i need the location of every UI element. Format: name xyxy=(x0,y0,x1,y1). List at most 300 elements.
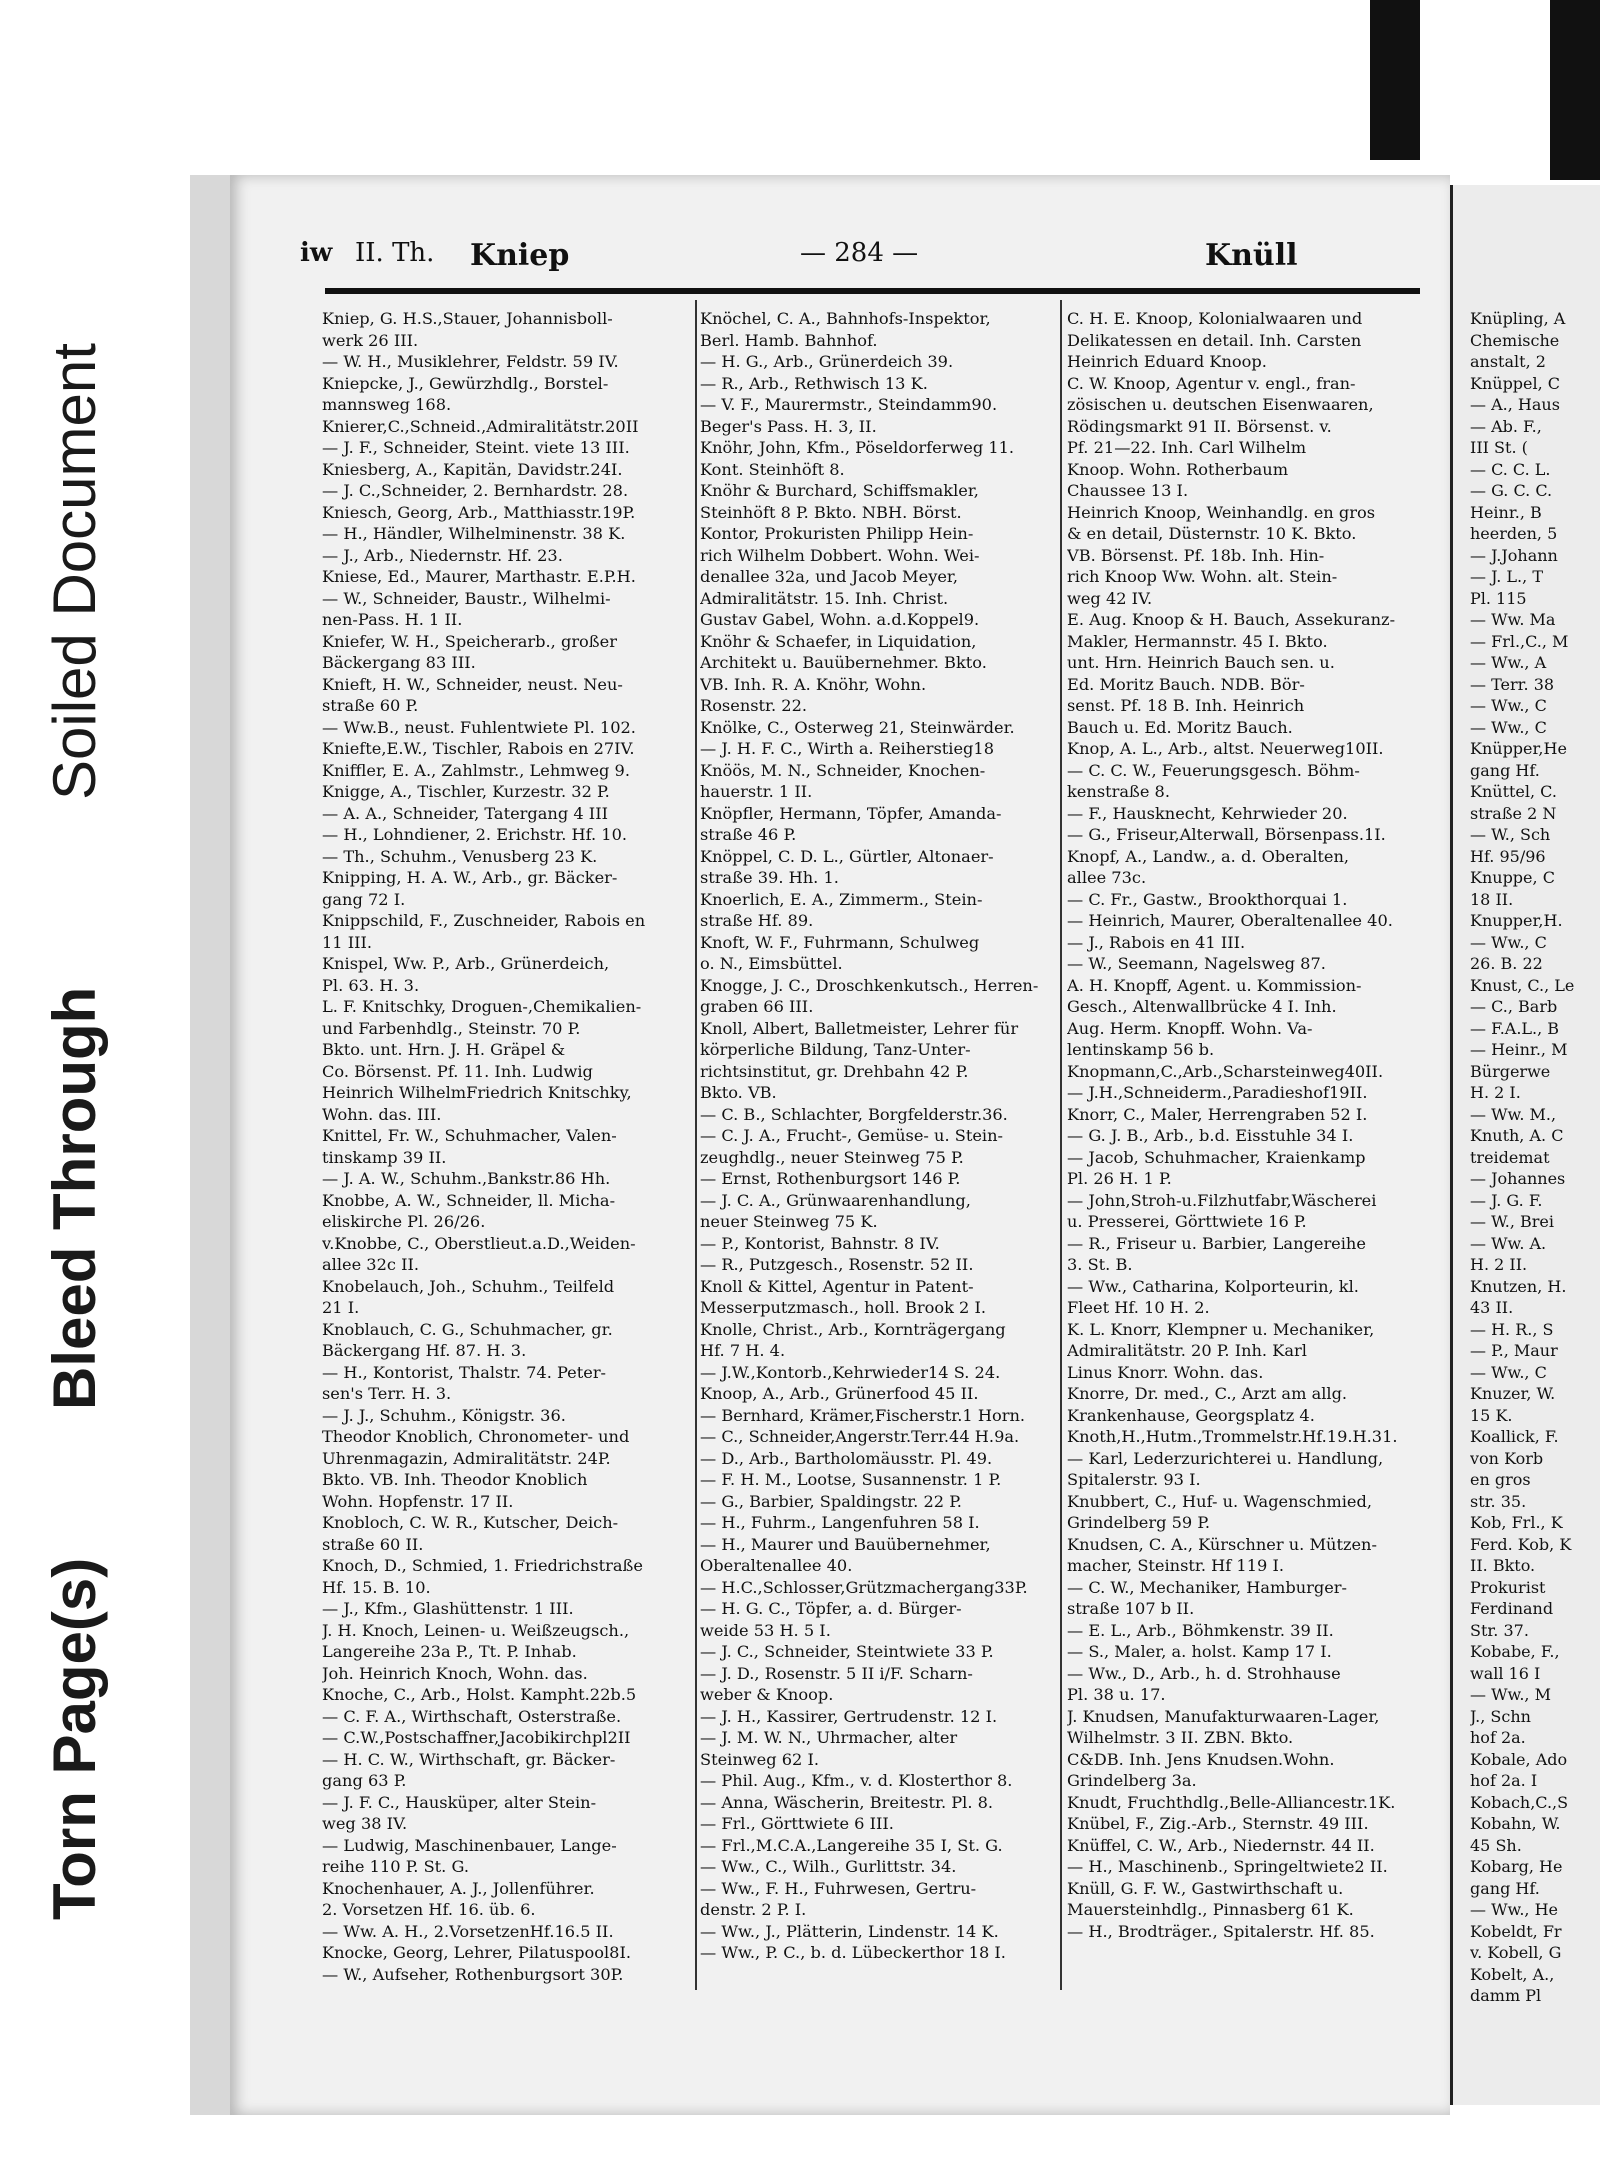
adjacent-entry-line: — Frl.,C., M xyxy=(1470,631,1569,651)
bleed-through-label: Bleed Through xyxy=(41,986,108,1410)
directory-entry-line: allee 73c. xyxy=(1067,868,1147,887)
directory-entry-line: Knopf, A., Landw., a. d. Oberalten, xyxy=(1067,846,1350,866)
directory-entry-line: straße 107 b II. xyxy=(1067,1599,1195,1618)
directory-entry-line: — H., Maschinenb., Springeltwiete2 II. xyxy=(1067,1857,1388,1876)
directory-entry-line: Knocke, Georg, Lehrer, Pilatuspool8I. xyxy=(322,1943,631,1962)
directory-entry-line: Heinrich Knoop, Weinhandlg. en gros xyxy=(1067,502,1376,522)
directory-entry-line: — Ww.B., neust. Fuhlentwiete Pl. 102. xyxy=(322,717,636,737)
directory-entry-line: Knieft, H. W., Schneider, neust. Neu- xyxy=(322,674,623,694)
adjacent-entry-line: — G. C. C. xyxy=(1470,481,1553,500)
directory-entry-line: denallee 32a, und Jacob Meyer, xyxy=(700,567,959,586)
directory-entry-line: Bkto. unt. Hrn. J. H. Gräpel & xyxy=(322,1040,566,1059)
directory-entry-line: Admiralitätstr. 15. Inh. Christ. xyxy=(700,588,949,608)
adjacent-entry-line: Prokurist xyxy=(1470,1577,1546,1597)
directory-entry-line: straße Hf. 89. xyxy=(700,911,814,930)
directory-entry-line: VB. Inh. R. A. Knöhr, Wohn. xyxy=(700,674,927,694)
adjacent-entry-line: Kobarg, He xyxy=(1470,1857,1563,1876)
directory-entry-line: Spitalerstr. 93 I. xyxy=(1067,1470,1201,1489)
adjacent-entry-line: — Ww., C xyxy=(1470,717,1547,737)
directory-entry-line: — J. D., Rosenstr. 5 II i/F. Scharn- xyxy=(700,1663,973,1683)
soiled-document-label: Soiled Document xyxy=(41,343,108,800)
adjacent-entry-line: en gros xyxy=(1470,1470,1531,1489)
adjacent-entry-line: — J. G. F. xyxy=(1470,1190,1543,1210)
adjacent-entry-line: Pl. 115 xyxy=(1470,588,1527,608)
directory-entry-line: — V. F., Maurermstr., Steindamm90. xyxy=(700,395,998,414)
directory-entry-line: — Frl.,M.C.A.,Langereihe 35 I, St. G. xyxy=(700,1835,1003,1855)
directory-entry-line: Makler, Hermannstr. 45 I. Bkto. xyxy=(1067,631,1328,651)
adjacent-entry-line: — Ww. Ma xyxy=(1470,610,1556,629)
directory-entry-line: — H., Lohndiener, 2. Erichstr. Hf. 10. xyxy=(322,825,628,844)
adjacent-entry-line: Knüppel, C xyxy=(1470,373,1561,393)
adjacent-entry-line: — C. C. L. xyxy=(1470,459,1551,479)
directory-entry-line: E. Aug. Knoop & H. Bauch, Assekuranz- xyxy=(1067,610,1396,629)
directory-entry-line: — J. F. C., Hausküper, alter Stein- xyxy=(322,1792,597,1812)
torn-pages-label: Torn Page(s) xyxy=(41,1557,108,1920)
directory-entry-line: — S., Maler, a. holst. Kamp 17 I. xyxy=(1067,1642,1332,1661)
directory-entry-line: Kniesberg, A., Kapitän, Davidstr.24I. xyxy=(322,459,623,479)
directory-entry-line: — J. F., Schneider, Steint. viete 13 III. xyxy=(322,438,630,457)
directory-entry-line: — C. C. W., Feuerungsgesch. Böhm- xyxy=(1067,760,1360,780)
directory-entry-line: Knöhr & Schaefer, in Liquidation, xyxy=(700,631,977,651)
directory-entry-line: — H.C.,Schlosser,Grützmachergang33P. xyxy=(700,1577,1028,1597)
directory-entry-line: — H. G. C., Töpfer, a. d. Bürger- xyxy=(700,1599,962,1618)
directory-entry-line: straße 39. Hh. 1. xyxy=(700,868,839,887)
adjacent-entry-line: hof 2a. I xyxy=(1470,1771,1538,1790)
directory-entry-line: — Jacob, Schuhmacher, Kraienkamp xyxy=(1067,1147,1366,1167)
directory-entry-line: Messerputzmasch., holl. Brook 2 I. xyxy=(700,1298,987,1317)
directory-entry-line: denstr. 2 P. I. xyxy=(700,1900,807,1919)
directory-entry-line: Kniefer, W. H., Speicherarb., großer xyxy=(322,631,617,651)
directory-entry-line: J. H. Knoch, Leinen- u. Weißzeugsch., xyxy=(322,1620,630,1640)
directory-entry-line: Joh. Heinrich Knoch, Wohn. das. xyxy=(322,1663,588,1683)
directory-entry-line: Knubbert, C., Huf- u. Wagenschmied, xyxy=(1067,1491,1372,1511)
page-number: — 284 — xyxy=(800,238,919,268)
adjacent-entry-line: Knutzen, H. xyxy=(1470,1276,1567,1296)
directory-entry-line: Oberaltenallee 40. xyxy=(700,1556,853,1575)
directory-entry-line: Knübel, F., Zig.-Arb., Sternstr. 49 III. xyxy=(1067,1814,1369,1833)
directory-entry-line: Knogge, J. C., Droschkenkutsch., Herren- xyxy=(700,975,1039,995)
directory-entry-line: — J. C. A., Grünwaarenhandlung, xyxy=(700,1190,971,1210)
adjacent-entry-line: Knüpling, A xyxy=(1470,309,1566,328)
directory-entry-line: — J.H.,Schneiderm.,Paradieshof19II. xyxy=(1067,1083,1368,1102)
adjacent-entry-line: — Ww., C xyxy=(1470,932,1547,952)
adjacent-entry-line: — Ww., A xyxy=(1470,653,1547,672)
directory-entry-line: — G., Friseur,Alterwall, Börsenpass.1I. xyxy=(1067,825,1386,844)
adjacent-page-column xyxy=(1470,308,1600,2007)
directory-entry-line: Kniese, Ed., Maurer, Marthastr. E.P.H. xyxy=(322,567,636,586)
directory-entry-line: L. F. Knitschky, Droguen-,Chemikalien- xyxy=(322,997,642,1016)
directory-entry-line: Knoch, D., Schmied, 1. Friedrichstraße xyxy=(322,1556,643,1575)
directory-entry-line: Admiralitätstr. 20 P. Inh. Karl xyxy=(1067,1341,1307,1360)
directory-entry-line: 2. Vorsetzen Hf. 16. üb. 6. xyxy=(322,1900,536,1919)
adjacent-entry-line: — W., Sch xyxy=(1470,825,1551,844)
directory-entry-line: weg 42 IV. xyxy=(1067,588,1153,608)
directory-entry-line: o. N., Eimsbüttel. xyxy=(700,954,843,973)
adjacent-entry-line: Knupper,H. xyxy=(1470,911,1563,930)
directory-entry-line: Knigge, A., Tischler, Kurzestr. 32 P. xyxy=(322,782,610,801)
adjacent-entry-line: anstalt, 2 xyxy=(1470,352,1546,371)
directory-entry-line: richtsinstitut, gr. Drehbahn 42 P. xyxy=(700,1061,969,1081)
adjacent-entry-line: — C., Barb xyxy=(1470,997,1558,1016)
adjacent-entry-line: — Ww., He xyxy=(1470,1900,1559,1919)
directory-entry-line: Knudsen, C. A., Kürschner u. Mützen- xyxy=(1067,1534,1377,1554)
directory-entry-line: Co. Börsenst. Pf. 11. Inh. Ludwig xyxy=(322,1061,593,1081)
directory-entry-line: — Karl, Lederzurichterei u. Handlung, xyxy=(1067,1448,1384,1468)
directory-entry-line: Knorre, Dr. med., C., Arzt am allg. xyxy=(1067,1384,1348,1403)
directory-entry-line: allee 32c II. xyxy=(322,1255,420,1274)
directory-entry-line: Fleet Hf. 10 H. 2. xyxy=(1067,1298,1210,1317)
directory-entry-line: Grindelberg 59 P. xyxy=(1067,1513,1211,1532)
directory-entry-line: — C. B., Schlachter, Borgfelderstr.36. xyxy=(700,1104,1008,1124)
directory-entry-line: Knüll, G. F. W., Gastwirthschaft u. xyxy=(1067,1878,1344,1898)
directory-entry-line: VB. Börsenst. Pf. 18b. Inh. Hin- xyxy=(1067,545,1325,565)
adjacent-entry-line: gang Hf. xyxy=(1470,1878,1540,1898)
directory-entry-line: körperliche Bildung, Tanz-Unter- xyxy=(700,1040,971,1059)
directory-entry-line: — J. H., Kassirer, Gertrudenstr. 12 I. xyxy=(700,1706,998,1726)
directory-entry-line: 21 I. xyxy=(322,1298,360,1317)
directory-entry-line: — C. J. A., Frucht-, Gemüse- u. Stein- xyxy=(700,1126,1003,1145)
adjacent-entry-line: gang Hf. xyxy=(1470,760,1540,780)
directory-entry-line: — Frl., Görttwiete 6 III. xyxy=(700,1814,894,1833)
directory-entry-line: Kniefte,E.W., Tischler, Rabois en 27IV. xyxy=(322,739,635,758)
directory-entry-line: Knispel, Ww. P., Arb., Grünerdeich, xyxy=(322,954,610,973)
directory-column-2 xyxy=(700,308,1060,1964)
adjacent-entry-line: — Ww. M., xyxy=(1470,1104,1557,1124)
directory-entry-line: Knippschild, F., Zuschneider, Rabois en xyxy=(322,911,646,930)
directory-entry-line: weide 53 H. 5 I. xyxy=(700,1620,831,1640)
directory-entry-line: Knoll & Kittel, Agentur in Patent- xyxy=(700,1276,974,1296)
adjacent-entry-line: Knuth, A. C xyxy=(1470,1126,1564,1145)
directory-entry-line: Architekt u. Bauübernehmer. Bkto. xyxy=(700,653,987,672)
directory-entry-line: — J.W.,Kontorb.,Kehrwieder14 S. 24. xyxy=(700,1362,1001,1382)
directory-entry-line: Berl. Hamb. Bahnhof. xyxy=(700,330,878,350)
adjacent-entry-line: Kobelt, A., xyxy=(1470,1964,1555,1984)
directory-entry-line: Aug. Herm. Knopff. Wohn. Va- xyxy=(1067,1018,1313,1038)
directory-entry-line: Kont. Steinhöft 8. xyxy=(700,459,845,479)
directory-entry-line: — John,Stroh-u.Filzhutfabr,Wäscherei xyxy=(1067,1190,1377,1210)
adjacent-entry-line: — J.Johann xyxy=(1470,545,1558,565)
directory-entry-line: Knöös, M. N., Schneider, Knochen- xyxy=(700,760,986,780)
directory-entry-line: Knöpfler, Hermann, Töpfer, Amanda- xyxy=(700,803,1002,823)
directory-entry-line: A. H. Knopff, Agent. u. Kommission- xyxy=(1067,975,1362,995)
directory-entry-line: Kniesch, Georg, Arb., Matthiasstr.19P. xyxy=(322,502,636,522)
directory-entry-line: Bkto. VB. Inh. Theodor Knoblich xyxy=(322,1470,588,1489)
directory-entry-line: C. H. E. Knoop, Kolonialwaaren und xyxy=(1067,309,1363,328)
directory-entry-line: Knobloch, C. W. R., Kutscher, Deich- xyxy=(322,1513,619,1532)
directory-entry-line: — C.W.,Postschaffner,Jacobikirchpl2II xyxy=(322,1728,631,1747)
directory-entry-line: v.Knobbe, C., Oberstlieut.a.D.,Weiden- xyxy=(322,1233,636,1253)
adjacent-entry-line: treidemat xyxy=(1470,1147,1550,1167)
directory-entry-line: Knolle, Christ., Arb., Kornträgergang xyxy=(700,1319,1006,1339)
directory-entry-line: Uhrenmagazin, Admiralitätstr. 24P. xyxy=(322,1448,611,1468)
adjacent-entry-line: hof 2a. xyxy=(1470,1728,1526,1747)
directory-entry-line: Knop, A. L., Arb., altst. Neuerweg10II. xyxy=(1067,739,1384,758)
directory-entry-line: eliskirche Pl. 26/26. xyxy=(322,1212,486,1231)
adjacent-entry-line: heerden, 5 xyxy=(1470,524,1558,543)
directory-entry-line: — R., Arb., Rethwisch 13 K. xyxy=(700,373,928,393)
directory-entry-line: — Heinrich, Maurer, Oberaltenallee 40. xyxy=(1067,911,1393,930)
directory-entry-line: Kniffler, E. A., Zahlmstr., Lehmweg 9. xyxy=(322,760,630,780)
directory-entry-line: Hf. 7 H. 4. xyxy=(700,1341,786,1360)
directory-entry-line: Delikatessen en detail. Inh. Carsten xyxy=(1067,330,1362,350)
directory-entry-line: — H., Händler, Wilhelminenstr. 38 K. xyxy=(322,524,626,543)
directory-entry-line: — J. A. W., Schuhm.,Bankstr.86 Hh. xyxy=(322,1169,611,1188)
directory-entry-line: Theodor Knoblich, Chronometer- und xyxy=(322,1427,630,1446)
directory-entry-line: — Ww., J., Plätterin, Lindenstr. 14 K. xyxy=(700,1921,999,1941)
directory-entry-line: graben 66 III. xyxy=(700,997,814,1016)
directory-entry-line: Kontor, Prokuristen Philipp Hein- xyxy=(700,524,974,543)
directory-entry-line: Knierer,C.,Schneid.,Admiralitätstr.20II xyxy=(322,416,639,436)
directory-entry-line: — J., Kfm., Glashüttenstr. 1 III. xyxy=(322,1599,574,1618)
directory-entry-line: C&DB. Inh. Jens Knudsen.Wohn. xyxy=(1067,1749,1335,1769)
directory-column-3 xyxy=(1067,308,1442,1942)
directory-entry-line: Kniep, G. H.S.,Stauer, Johannisboll- xyxy=(322,309,613,328)
directory-entry-line: straße 60 P. xyxy=(322,696,419,715)
directory-entry-line: 11 III. xyxy=(322,932,373,952)
directory-entry-line: Steinhöft 8 P. Bkto. NBH. Börst. xyxy=(700,502,962,522)
adjacent-entry-line: — W., Brei xyxy=(1470,1212,1554,1231)
directory-entry-line: — C. F. A., Wirthschaft, Osterstraße. xyxy=(322,1706,622,1726)
adjacent-entry-line: straße 2 N xyxy=(1470,803,1557,823)
directory-entry-line: gang 63 P. xyxy=(322,1771,407,1790)
directory-entry-line: — Ww., Catharina, Kolporteurin, kl. xyxy=(1067,1276,1359,1296)
directory-entry-line: Pl. 63. H. 3. xyxy=(322,975,420,995)
directory-entry-line: Knobelauch, Joh., Schuhm., Teilfeld xyxy=(322,1276,615,1296)
directory-entry-line: Knorr, C., Maler, Herrengraben 52 I. xyxy=(1067,1104,1368,1124)
directory-entry-line: Knudt, Fruchthdlg.,Belle-Alliancestr.1K. xyxy=(1067,1792,1396,1812)
directory-entry-line: zeughdlg., neuer Steinweg 75 P. xyxy=(700,1147,964,1167)
page-header xyxy=(300,238,1430,278)
directory-entry-line: Knoll, Albert, Balletmeister, Lehrer für xyxy=(700,1018,1019,1038)
adjacent-entry-line: Kobeldt, Fr xyxy=(1470,1921,1562,1941)
directory-entry-line: neuer Steinweg 75 K. xyxy=(700,1212,878,1231)
directory-entry-line: Rosenstr. 22. xyxy=(700,696,808,715)
dark-scan-edge-right xyxy=(1550,0,1600,180)
directory-entry-line: Knoft, W. F., Fuhrmann, Schulweg xyxy=(700,932,980,952)
column-divider xyxy=(695,300,697,1990)
adjacent-entry-line: — A., Haus xyxy=(1470,395,1560,414)
directory-entry-line: zösischen u. deutschen Eisenwaaren, xyxy=(1067,395,1374,414)
adjacent-entry-line: Knüttel, C. xyxy=(1470,782,1557,801)
adjacent-entry-line: Kobabe, F., xyxy=(1470,1642,1560,1661)
adjacent-entry-line: v. Kobell, G xyxy=(1470,1943,1562,1962)
adjacent-entry-line: II. Bkto. xyxy=(1470,1556,1536,1575)
directory-entry-line: rich Knoop Ww. Wohn. alt. Stein- xyxy=(1067,567,1338,586)
directory-entry-line: macher, Steinstr. Hf 119 I. xyxy=(1067,1556,1284,1575)
directory-entry-line: Wohn. das. III. xyxy=(322,1104,442,1124)
adjacent-entry-line: Kobahn, W. xyxy=(1470,1814,1561,1833)
directory-entry-line: Pl. 26 H. 1 P. xyxy=(1067,1169,1172,1188)
directory-entry-line: — J. M. W. N., Uhrmacher, alter xyxy=(700,1728,958,1747)
directory-entry-line: weber & Knoop. xyxy=(700,1685,834,1704)
directory-entry-line: — Phil. Aug., Kfm., v. d. Klosterthor 8. xyxy=(700,1771,1013,1790)
directory-entry-line: Mauersteinhdlg., Pinnasberg 61 K. xyxy=(1067,1900,1354,1919)
directory-entry-line: — H., Kontorist, Thalstr. 74. Peter- xyxy=(322,1362,607,1382)
directory-entry-line: — C. W., Mechaniker, Hamburger- xyxy=(1067,1577,1348,1597)
directory-entry-line: Knöhr, John, Kfm., Pöseldorferweg 11. xyxy=(700,438,1015,457)
directory-entry-line: Knochenhauer, A. J., Jollenführer. xyxy=(322,1878,595,1898)
directory-entry-line: — C. Fr., Gastw., Brookthorquai 1. xyxy=(1067,889,1348,909)
directory-entry-line: — Ernst, Rothenburgsort 146 P. xyxy=(700,1169,961,1188)
directory-entry-line: gang 72 I. xyxy=(322,889,406,909)
directory-entry-line: — Ww., C., Wilh., Gurlittstr. 34. xyxy=(700,1857,957,1876)
directory-entry-line: — R., Friseur u. Barbier, Langereihe xyxy=(1067,1233,1366,1253)
adjacent-entry-line: III St. ( xyxy=(1470,438,1528,457)
directory-entry-line: — P., Kontorist, Bahnstr. 8 IV. xyxy=(700,1233,940,1253)
directory-entry-line: Chaussee 13 I. xyxy=(1067,481,1189,500)
directory-entry-line: Knoerlich, E. A., Zimmerm., Stein- xyxy=(700,889,983,909)
adjacent-entry-line: Kobale, Ado xyxy=(1470,1749,1568,1769)
directory-entry-line: — W., Schneider, Baustr., Wilhelmi- xyxy=(322,588,611,608)
directory-entry-line: — Ww., F. H., Fuhrwesen, Gertru- xyxy=(700,1878,977,1898)
adjacent-entry-line: Kobach,C.,S xyxy=(1470,1792,1569,1812)
adjacent-entry-line: — Ab. F., xyxy=(1470,416,1542,436)
directory-entry-line: — Anna, Wäscherin, Breitestr. Pl. 8. xyxy=(700,1792,994,1812)
directory-entry-line: — H. C. W., Wirthschaft, gr. Bäcker- xyxy=(322,1749,616,1769)
adjacent-entry-line: — Ww., M xyxy=(1470,1685,1551,1704)
directory-entry-line: & en detail, Düsternstr. 10 K. Bkto. xyxy=(1067,524,1357,543)
directory-entry-line: u. Presserei, Görttwiete 16 P. xyxy=(1067,1212,1307,1231)
directory-entry-line: — G., Barbier, Spaldingstr. 22 P. xyxy=(700,1491,962,1511)
directory-entry-line: C. W. Knoop, Agentur v. engl., fran- xyxy=(1067,373,1356,393)
adjacent-entry-line: str. 35. xyxy=(1470,1491,1527,1511)
directory-entry-line: Ed. Moritz Bauch. NDB. Bör- xyxy=(1067,674,1305,694)
adjacent-entry-line: — F.A.L., B xyxy=(1470,1018,1560,1038)
adjacent-entry-line: Hf. 95/96 xyxy=(1470,846,1546,866)
adjacent-entry-line: Heinr., B xyxy=(1470,502,1542,522)
directory-entry-line: — F., Hausknecht, Kehrwieder 20. xyxy=(1067,803,1348,823)
directory-entry-line: lentinskamp 56 b. xyxy=(1067,1040,1215,1059)
adjacent-entry-line: — Ww. A. xyxy=(1470,1233,1547,1253)
adjacent-entry-line: Str. 37. xyxy=(1470,1620,1529,1640)
directory-entry-line: Knoop, A., Arb., Grünerfood 45 II. xyxy=(700,1384,979,1403)
directory-entry-line: Steinweg 62 I. xyxy=(700,1749,820,1769)
directory-entry-line: straße 46 P. xyxy=(700,825,797,844)
adjacent-entry-line: Koallick, F. xyxy=(1470,1427,1559,1446)
directory-entry-line: — J., Arb., Niedernstr. Hf. 23. xyxy=(322,545,563,565)
directory-entry-line: — Ww., P. C., b. d. Lübeckerthor 18 I. xyxy=(700,1943,1006,1962)
directory-entry-line: — J., Rabois en 41 III. xyxy=(1067,932,1246,952)
directory-entry-line: — E. L., Arb., Böhmkenstr. 39 II. xyxy=(1067,1620,1334,1640)
directory-entry-line: Bäckergang 83 III. xyxy=(322,653,476,672)
adjacent-entry-line: H. 2 I. xyxy=(1470,1083,1521,1102)
directory-entry-line: und Farbenhdlg., Steinstr. 70 P. xyxy=(322,1018,581,1038)
directory-entry-line: Bäckergang Hf. 87. H. 3. xyxy=(322,1341,527,1360)
directory-entry-line: reihe 110 P. St. G. xyxy=(322,1857,469,1876)
directory-entry-line: — W. H., Musiklehrer, Feldstr. 59 IV. xyxy=(322,352,619,371)
directory-entry-line: — R., Putzgesch., Rosenstr. 52 II. xyxy=(700,1255,974,1274)
column-divider xyxy=(1060,300,1062,1990)
directory-entry-line: weg 38 IV. xyxy=(322,1814,408,1833)
directory-entry-line: — J. J., Schuhm., Königstr. 36. xyxy=(322,1405,566,1425)
directory-entry-line: — H., Brodträger., Spitalerstr. Hf. 85. xyxy=(1067,1921,1375,1941)
adjacent-entry-line: — Ww., C xyxy=(1470,696,1547,715)
directory-column-1 xyxy=(322,308,692,1985)
directory-entry-line: Langereihe 23a P., Tt. P. Inhab. xyxy=(322,1642,577,1661)
header-part: II. Th. xyxy=(355,238,435,268)
directory-entry-line: 3. St. B. xyxy=(1067,1255,1133,1274)
adjacent-entry-line: 45 Sh. xyxy=(1470,1835,1522,1855)
directory-entry-line: werk 26 III. xyxy=(322,330,419,350)
directory-entry-line: Hf. 15. B. 10. xyxy=(322,1577,431,1597)
adjacent-entry-line: — J. L., T xyxy=(1470,567,1543,586)
directory-entry-line: Knoth,H.,Hutm.,Trommelstr.Hf.19.H.31. xyxy=(1067,1427,1398,1446)
directory-entry-line: — D., Arb., Bartholomäusstr. Pl. 49. xyxy=(700,1448,993,1468)
dark-scan-edge xyxy=(1370,0,1420,160)
directory-entry-line: — A. A., Schneider, Tatergang 4 III xyxy=(322,803,608,823)
header-right-keyword: Knüll xyxy=(1205,238,1298,273)
directory-entry-line: — J. C., Schneider, Steintwiete 33 P. xyxy=(700,1642,994,1661)
directory-entry-line: Wilhelmstr. 3 II. ZBN. Bkto. xyxy=(1067,1728,1294,1747)
directory-entry-line: — H., Fuhrm., Langenfuhren 58 I. xyxy=(700,1513,980,1532)
directory-entry-line: Knobbe, A. W., Schneider, ll. Micha- xyxy=(322,1190,616,1210)
adjacent-entry-line: Knüpper,He xyxy=(1470,739,1567,758)
directory-entry-line: Gesch., Altenwallbrücke 4 I. Inh. xyxy=(1067,997,1337,1016)
directory-entry-line: Knölke, C., Osterweg 21, Steinwärder. xyxy=(700,717,1015,737)
directory-entry-line: — W., Seemann, Nagelsweg 87. xyxy=(1067,954,1326,973)
directory-entry-line: Heinrich WilhelmFriedrich Knitschky, xyxy=(322,1083,632,1102)
directory-entry-line: Grindelberg 3a. xyxy=(1067,1771,1197,1790)
directory-entry-line: Knopmann,C.,Arb.,Scharsteinweg40II. xyxy=(1067,1061,1384,1081)
header-left-keyword: Kniep xyxy=(470,238,570,273)
directory-entry-line: Krankenhause, Georgsplatz 4. xyxy=(1067,1405,1315,1425)
adjacent-entry-line: J., Schn xyxy=(1470,1706,1531,1726)
adjacent-entry-line: H. 2 II. xyxy=(1470,1255,1528,1274)
directory-entry-line: hauerstr. 1 II. xyxy=(700,782,813,801)
directory-entry-line: Knöchel, C. A., Bahnhofs-Inspektor, xyxy=(700,309,991,328)
directory-entry-line: kenstraße 8. xyxy=(1067,782,1170,801)
book-spine-edge xyxy=(190,175,235,2115)
directory-entry-line: Knüffel, C. W., Arb., Niedernstr. 44 II. xyxy=(1067,1835,1375,1855)
directory-entry-line: straße 60 II. xyxy=(322,1534,424,1554)
adjacent-entry-line: Knust, C., Le xyxy=(1470,975,1575,995)
directory-entry-line: Bauch u. Ed. Moritz Bauch. xyxy=(1067,717,1293,737)
directory-entry-line: Knöhr & Burchard, Schiffsmakler, xyxy=(700,481,979,500)
directory-entry-line: — Ludwig, Maschinenbauer, Lange- xyxy=(322,1835,617,1855)
adjacent-entry-line: Kob, Frl., K xyxy=(1470,1513,1563,1532)
adjacent-entry-line: 18 II. xyxy=(1470,889,1514,909)
adjacent-entry-line: — P., Maur xyxy=(1470,1341,1558,1360)
directory-entry-line: — J. C.,Schneider, 2. Bernhardstr. 28. xyxy=(322,481,629,500)
adjacent-entry-line: 43 II. xyxy=(1470,1298,1514,1317)
directory-entry-line: Pl. 38 u. 17. xyxy=(1067,1685,1166,1704)
directory-entry-line: Knoche, C., Arb., Holst. Kampht.22b.5 xyxy=(322,1685,637,1704)
directory-entry-line: K. L. Knorr, Klempner u. Mechaniker, xyxy=(1067,1319,1375,1339)
adjacent-entry-line: Knuzer, W. xyxy=(1470,1384,1556,1403)
directory-entry-line: Gustav Gabel, Wohn. a.d.Koppel9. xyxy=(700,610,980,629)
directory-entry-line: unt. Hrn. Heinrich Bauch sen. u. xyxy=(1067,653,1335,672)
directory-entry-line: Knittel, Fr. W., Schuhmacher, Valen- xyxy=(322,1126,617,1145)
directory-entry-line: — Ww. A. H., 2.VorsetzenHf.16.5 II. xyxy=(322,1921,614,1941)
directory-entry-line: — J. H. F. C., Wirth a. Reiherstieg18 xyxy=(700,739,995,758)
directory-entry-line: Pf. 21—22. Inh. Carl Wilhelm xyxy=(1067,438,1307,457)
directory-entry-line: sen's Terr. H. 3. xyxy=(322,1384,452,1403)
directory-entry-line: — H. G., Arb., Grünerdeich 39. xyxy=(700,352,954,371)
directory-entry-line: Beger's Pass. H. 3, II. xyxy=(700,416,877,436)
header-mark: iw xyxy=(300,238,333,268)
directory-entry-line: Knoop. Wohn. Rotherbaum xyxy=(1067,459,1289,479)
directory-entry-line: — Th., Schuhm., Venusberg 23 K. xyxy=(322,846,598,866)
adjacent-entry-line: Ferdinand xyxy=(1470,1599,1554,1618)
adjacent-entry-line: — Heinr., M xyxy=(1470,1040,1568,1059)
adjacent-entry-line: Chemische xyxy=(1470,330,1560,350)
directory-entry-line: senst. Pf. 18 B. Inh. Heinrich xyxy=(1067,696,1305,715)
adjacent-entry-line: — H. R., S xyxy=(1470,1319,1554,1339)
directory-entry-line: mannsweg 168. xyxy=(322,395,452,414)
directory-entry-line: rich Wilhelm Dobbert. Wohn. Wei- xyxy=(700,545,980,565)
directory-entry-line: nen-Pass. H. 1 II. xyxy=(322,610,463,629)
directory-entry-line: — G. J. B., Arb., b.d. Eisstuhle 34 I. xyxy=(1067,1126,1354,1145)
